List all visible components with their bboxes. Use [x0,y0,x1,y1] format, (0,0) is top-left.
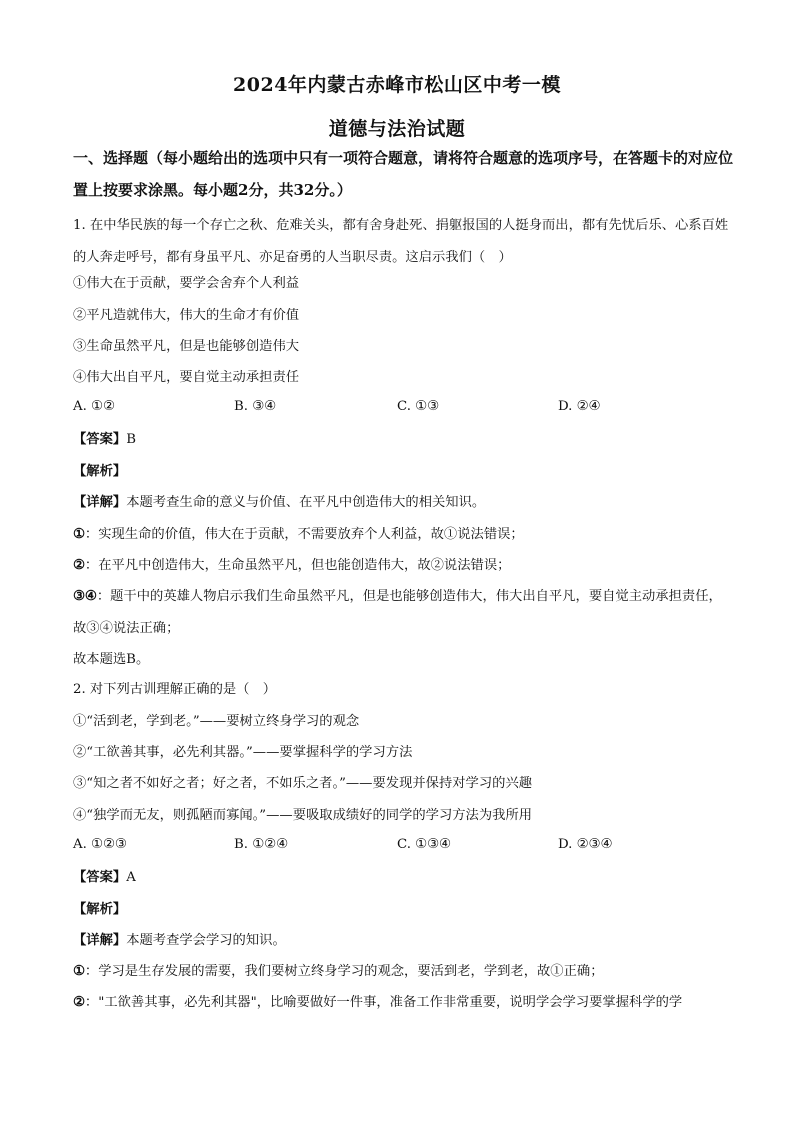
explain-text: ：实现生命的价值，伟大在于贡献，不需要放弃个人利益，故①说法错误； [84,527,524,542]
question-2-item-1: ①“活到老，学到老。”——要树立终身学习的观念 [73,714,360,729]
question-2-explain-2 [73,993,733,1013]
question-1-item-3: ③生命虽然平凡，但是也能够创造伟大 [73,339,300,354]
answer-label: 【答案】 [73,432,127,447]
explain-tag: ③④ [73,589,97,604]
section-heading: 一、选择题（每小题给出的选项中只有一项符合题意，请将符合题意的选项序号，在答题卡的对应位置上按要求涂黑。每小题2分，共32分。） [73,149,734,199]
question-2-item-4: ④“独学而无友，则孤陋而寡闻。”——要吸取成绩好的同学的学习方法为我所用 [73,808,533,823]
question-1-option-b: B. ③④ [234,399,277,414]
question-1-option-a: A. ①② [73,399,115,414]
question-1-conclusion: 故本题选B。 [73,652,150,667]
answer-label: 【答案】 [73,870,127,885]
question-2-detail [73,931,733,951]
question-1-explain-2 [73,556,733,576]
question-2-item-3: ③“知之者不如好之者；好之者，不如乐之者。”——要发现并保持对学习的兴趣 [73,776,533,791]
question-1-explain-1 [73,525,733,545]
question-1-answer [73,430,733,450]
detail-label: 【详解】 [73,495,127,510]
question-2-analysis-label: 【解析】 [73,902,127,917]
question-2-option-c: C. ①③④ [397,837,451,852]
explain-text: ：学习是生存发展的需要，我们要树立终身学习的观念，要活到老，学到老，故①正确； [84,964,604,979]
explain-tag: ① [73,527,85,542]
explain-tag: ① [73,964,85,979]
question-1-stem: 1. 在中华民族的每一个存亡之秋、危难关头，都有舍身赴死、捐躯报国的人挺身而出，都有先忧后乐、心系百姓的人奔走呼号，都有身虽平凡、亦足奋勇的人当职尽责。这启示我们（ ） [73,218,729,265]
question-1-item-2: ②平凡造就伟大，伟大的生命才有价值 [73,308,300,323]
answer-value: B [126,432,136,447]
page-subtitle: 道德与法治试题 [328,118,466,140]
explain-tag: ② [73,558,85,573]
explain-tag: ② [73,995,85,1010]
question-1-detail [73,493,733,513]
question-2-option-a: A. ①②③ [73,837,127,852]
question-2-option-d: D. ②③④ [558,837,613,852]
detail-text: 本题考查学会学习的知识。 [126,933,286,948]
detail-label: 【详解】 [73,933,127,948]
question-2-explain-1 [73,962,733,982]
question-1-analysis-label: 【解析】 [73,464,127,479]
question-1-item-4: ④伟大出自平凡，要自觉主动承担责任 [73,370,300,385]
question-2-item-2: ②“工欲善其事，必先利其器。”——要掌握科学的学习方法 [73,745,413,760]
detail-text: 本题考查生命的意义与价值、在平凡中创造伟大的相关知识。 [126,495,486,510]
explain-text: ：题干中的英雄人物启示我们生命虽然平凡，但是也能够创造伟大，伟大出自平凡，要自觉主动承担责任，故③④说法正确； [73,589,722,636]
page-title: 2024年内蒙古赤峰市松山区中考一模 [233,74,561,96]
explain-text: ："工欲善其事，必先利其器"，比喻要做好一件事，准备工作非常重要，说明学会学习要掌握科学的学 [84,995,683,1010]
question-1-option-d: D. ②④ [558,399,601,414]
explain-text: ：在平凡中创造伟大，生命虽然平凡，但也能创造伟大，故②说法错误； [84,558,511,573]
question-2-answer [73,868,733,888]
question-1-option-c: C. ①③ [397,399,439,414]
answer-value: A [126,870,136,885]
question-1-item-1: ①伟大在于贡献，要学会舍弃个人利益 [73,276,300,291]
question-2-stem: 2. 对下列古训理解正确的是（ ） [73,682,277,697]
question-2-option-b: B. ①②④ [234,837,288,852]
question-1-explain-3 [73,581,733,644]
